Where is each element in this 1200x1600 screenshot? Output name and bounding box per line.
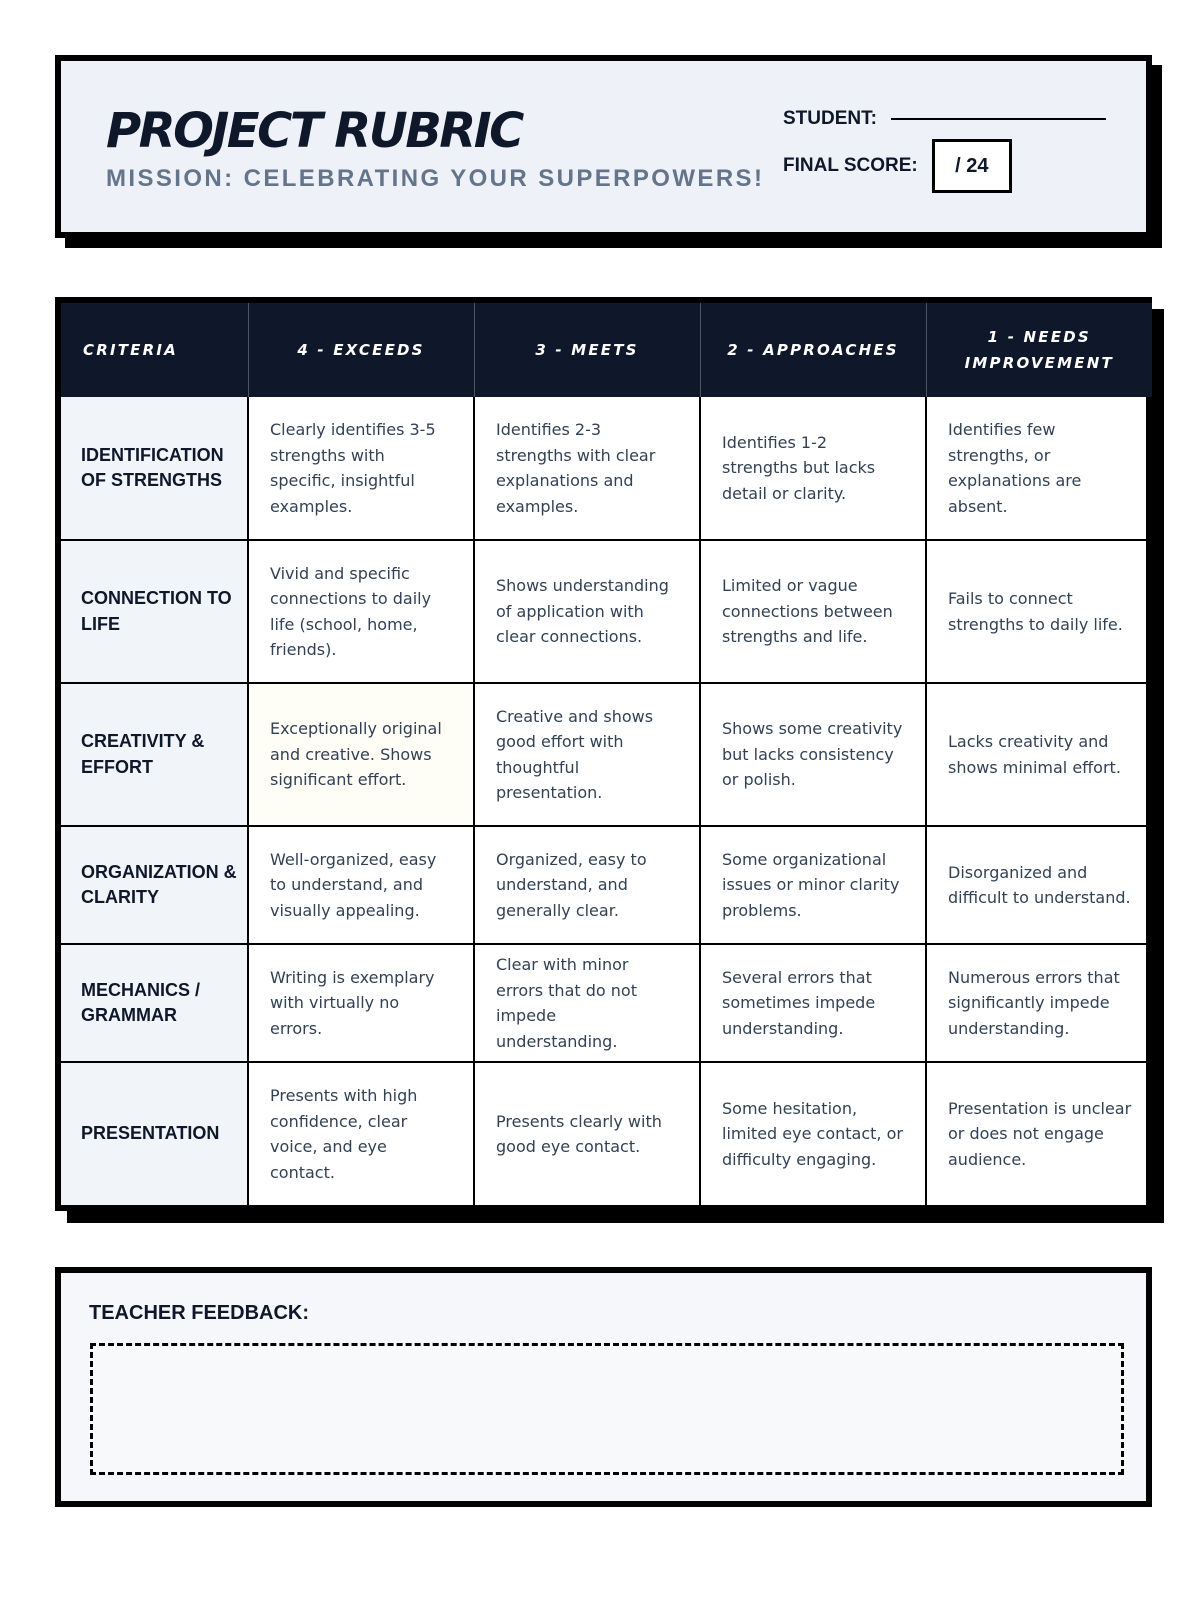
rubric-table-container	[55, 297, 1152, 1211]
final-score-label: FINAL SCORE:	[783, 155, 918, 176]
feedback-card	[55, 1267, 1152, 1507]
rubric-cell: Presents clearly with good eye contact.	[474, 1062, 700, 1205]
column-header-needs-improvement: 1 - NEEDS IMPROVEMENT	[926, 303, 1152, 397]
rubric-cell: Clearly identifies 3-5 strengths with specific, insightful examples.	[248, 397, 474, 540]
rubric-cell: Several errors that sometimes impede understanding.	[700, 944, 926, 1062]
table-row	[61, 1062, 1152, 1205]
rubric-cell: Writing is exemplary with virtually no errors.	[248, 944, 474, 1062]
student-row	[783, 108, 1106, 130]
rubric-cell: Limited or vague connections between strengths and life.	[700, 540, 926, 683]
rubric-table	[61, 303, 1152, 1205]
column-header-meets: 3 - MEETS	[474, 303, 700, 397]
criterion-label: CONNECTION TO LIFE	[61, 540, 248, 683]
student-name-field[interactable]	[891, 118, 1106, 120]
rubric-cell: Clear with minor errors that do not impede understanding.	[474, 944, 700, 1062]
column-header-criteria: CRITERIA	[61, 303, 248, 397]
table-header-row	[61, 303, 1152, 397]
table-row	[61, 944, 1152, 1062]
column-header-exceeds: 4 - EXCEEDS	[248, 303, 474, 397]
rubric-cell: Well-organized, easy to understand, and visually appealing.	[248, 826, 474, 944]
table-row	[61, 683, 1152, 826]
criterion-label: ORGANIZATION & CLARITY	[61, 826, 248, 944]
final-score-box[interactable]: / 24	[932, 139, 1012, 193]
page-subtitle: MISSION: CELEBRATING YOUR SUPERPOWERS!	[106, 165, 765, 192]
criterion-label: IDENTIFICATION OF STRENGTHS	[61, 397, 248, 540]
table-row	[61, 540, 1152, 683]
student-label: STUDENT:	[783, 108, 877, 129]
rubric-cell: Identifies 2-3 strengths with clear explanations and examples.	[474, 397, 700, 540]
header-card	[55, 55, 1152, 238]
rubric-cell: Exceptionally original and creative. Shows significant effort.	[248, 683, 474, 826]
rubric-cell: Presents with high confidence, clear voice, and eye contact.	[248, 1062, 474, 1205]
table-row	[61, 397, 1152, 540]
score-row	[783, 139, 1012, 193]
rubric-cell: Some hesitation, limited eye contact, or difficulty engaging.	[700, 1062, 926, 1205]
criterion-label: MECHANICS / GRAMMAR	[61, 944, 248, 1062]
column-header-approaches: 2 - APPROACHES	[700, 303, 926, 397]
rubric-cell: Identifies 1-2 strengths but lacks detail or clarity.	[700, 397, 926, 540]
rubric-cell: Some organizational issues or minor clarity problems.	[700, 826, 926, 944]
rubric-cell: Creative and shows good effort with thoughtful presentation.	[474, 683, 700, 826]
criterion-label: PRESENTATION	[61, 1062, 248, 1205]
rubric-cell: Identifies few strengths, or explanations are absent.	[926, 397, 1152, 540]
rubric-cell: Shows understanding of application with clear connections.	[474, 540, 700, 683]
table-row	[61, 826, 1152, 944]
rubric-cell: Presentation is unclear or does not engage audience.	[948, 1098, 1132, 1169]
rubric-cell: Shows some creativity but lacks consistency or polish.	[700, 683, 926, 826]
rubric-cell: Vivid and specific connections to daily life (school, home, friends).	[248, 540, 474, 683]
criterion-label: CREATIVITY & EFFORT	[61, 683, 248, 826]
rubric-cell: Fails to connect strengths to daily life.	[926, 540, 1152, 683]
rubric-cell: Numerous errors that significantly impede understanding.	[926, 944, 1152, 1062]
feedback-input-area[interactable]	[90, 1343, 1124, 1475]
rubric-cell: Lacks creativity and shows minimal effort.	[926, 683, 1152, 826]
page-title: PROJECT RUBRIC	[106, 103, 522, 159]
rubric-cell: Organized, easy to understand, and generally clear.	[474, 826, 700, 944]
feedback-label: TEACHER FEEDBACK:	[89, 1302, 309, 1324]
rubric-cell: Disorganized and difficult to understand.	[926, 826, 1152, 944]
